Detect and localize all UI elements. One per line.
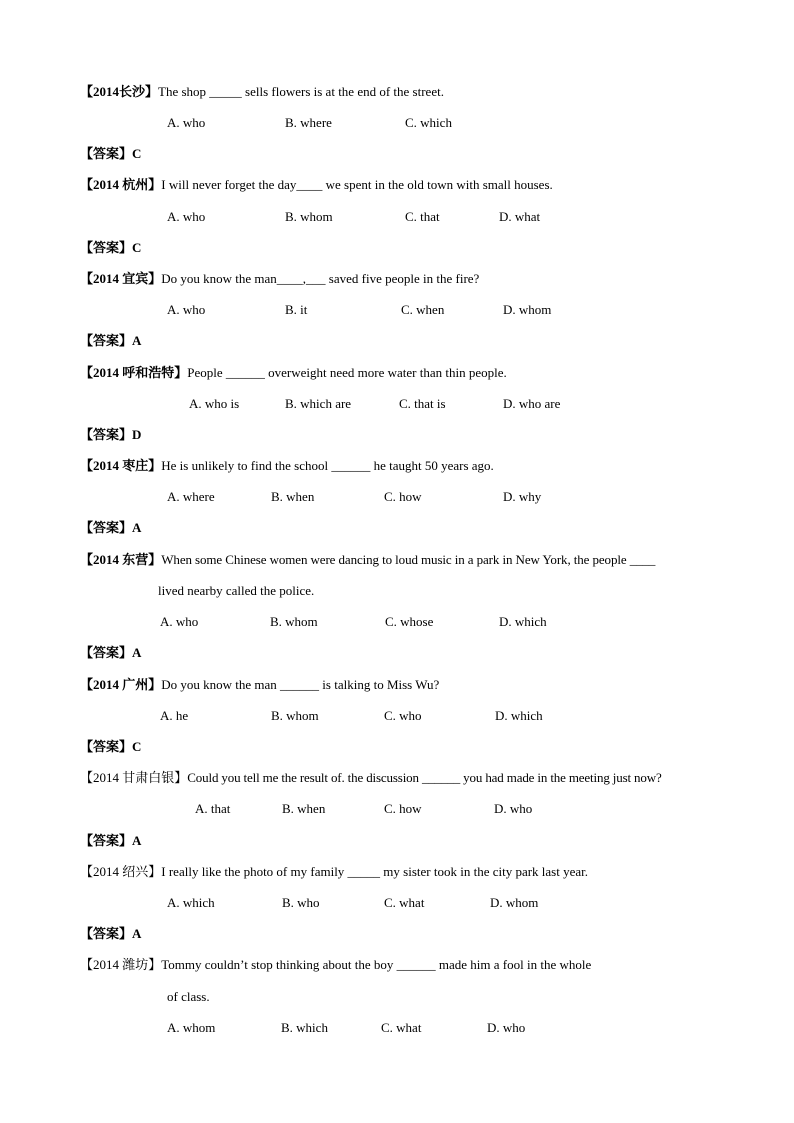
option-d: D. who	[487, 1020, 526, 1035]
answer-3: 【答案】A	[80, 333, 142, 348]
answer-4: 【答案】D	[80, 427, 142, 442]
option-a: A. who	[167, 209, 206, 224]
answer-7: 【答案】C	[80, 739, 142, 754]
option-b: B. it	[285, 302, 308, 317]
option-a: A. who is	[189, 396, 240, 411]
question-stem: When some Chinese women were dancing to loud music in a park in New York, the people ____	[161, 552, 656, 567]
answer-9: 【答案】A	[80, 926, 142, 941]
option-d: D. what	[499, 209, 541, 224]
answer-2: 【答案】C	[80, 240, 142, 255]
answer-8: 【答案】A	[80, 833, 142, 848]
question-stem: He is unlikely to find the school ______ he taught 50 years ago.	[161, 458, 494, 473]
option-d: D. which	[495, 708, 543, 723]
option-a: A. whom	[167, 1020, 216, 1035]
question-2-stem-line	[80, 176, 553, 194]
option-b: B. when	[271, 489, 315, 504]
option-b: B. who	[282, 895, 320, 910]
question-stem: Could you tell me the result of. the discussion ______ you had made in the meeting just now?	[187, 770, 662, 785]
question-source: 【2014 杭州】	[80, 177, 162, 192]
question-stem: The shop _____ sells flowers is at the end of the street.	[158, 84, 444, 99]
question-6-stem-line-2: lived nearby called the police.	[158, 583, 315, 598]
option-c: C. whose	[385, 614, 434, 629]
option-c: C. what	[384, 895, 425, 910]
question-source: 【2014 广州】	[80, 677, 162, 692]
answer-6: 【答案】A	[80, 645, 142, 660]
option-a: A. who	[167, 115, 206, 130]
question-9-stem-line	[80, 863, 588, 881]
option-c: C. that is	[399, 396, 446, 411]
question-3-stem-line	[80, 270, 479, 288]
option-a: A. he	[160, 708, 189, 723]
question-5-stem-line	[80, 457, 494, 475]
option-b: B. which are	[285, 396, 352, 411]
question-source: 【2014 东营】	[80, 552, 162, 567]
question-source: 【2014 枣庄】	[80, 458, 162, 473]
question-stem: Do you know the man____,___ saved five people in the fire?	[161, 271, 480, 286]
option-b: B. when	[282, 801, 326, 816]
question-stem: I will never forget the day____ we spent in the old town with small houses.	[161, 177, 553, 192]
question-source: 【2014 呼和浩特】	[80, 365, 188, 380]
answer-1: 【答案】C	[80, 146, 142, 161]
option-a: A. which	[167, 895, 215, 910]
option-c: C. that	[405, 209, 440, 224]
question-source: 【2014 甘肃白银】	[80, 770, 188, 785]
option-d: D. who are	[503, 396, 561, 411]
question-stem: I really like the photo of my family _____ my sister took in the city park last year.	[161, 864, 589, 879]
option-c: C. which	[405, 115, 452, 130]
option-a: A. who	[160, 614, 199, 629]
question-stem: Do you know the man ______ is talking to Miss Wu?	[161, 677, 440, 692]
option-d: D. whom	[503, 302, 552, 317]
question-10-stem-line-2: of class.	[167, 989, 210, 1004]
option-a: A. who	[167, 302, 206, 317]
question-stem: People ______ overweight need more water than thin people.	[187, 365, 507, 380]
option-c: C. how	[384, 801, 422, 816]
option-b: B. whom	[271, 708, 319, 723]
question-10-stem-line	[80, 956, 591, 974]
question-source: 【2014 潍坊】	[80, 957, 162, 972]
option-a: A. that	[195, 801, 231, 816]
question-4-stem-line	[80, 364, 507, 382]
option-d: D. whom	[490, 895, 539, 910]
option-d: D. why	[503, 489, 542, 504]
option-c: C. who	[384, 708, 422, 723]
question-source: 【2014 宜宾】	[80, 271, 162, 286]
question-source: 【2014 绍兴】	[80, 864, 162, 879]
option-b: B. which	[281, 1020, 328, 1035]
question-7-stem-line	[80, 676, 439, 694]
option-b: B. where	[285, 115, 332, 130]
option-b: B. whom	[270, 614, 318, 629]
option-d: D. which	[499, 614, 547, 629]
option-c: C. how	[384, 489, 422, 504]
option-c: C. what	[381, 1020, 422, 1035]
option-a: A. where	[167, 489, 215, 504]
question-stem: Tommy couldn’t stop thinking about the boy ______ made him a fool in the whole	[161, 957, 592, 972]
option-b: B. whom	[285, 209, 333, 224]
answer-5: 【答案】A	[80, 520, 142, 535]
option-c: C. when	[401, 302, 445, 317]
question-8-stem-line	[80, 769, 662, 787]
option-d: D. who	[494, 801, 533, 816]
question-source: 【2014长沙】	[80, 84, 159, 99]
question-6-stem-line	[80, 551, 655, 569]
question-1-stem-line	[80, 83, 444, 101]
